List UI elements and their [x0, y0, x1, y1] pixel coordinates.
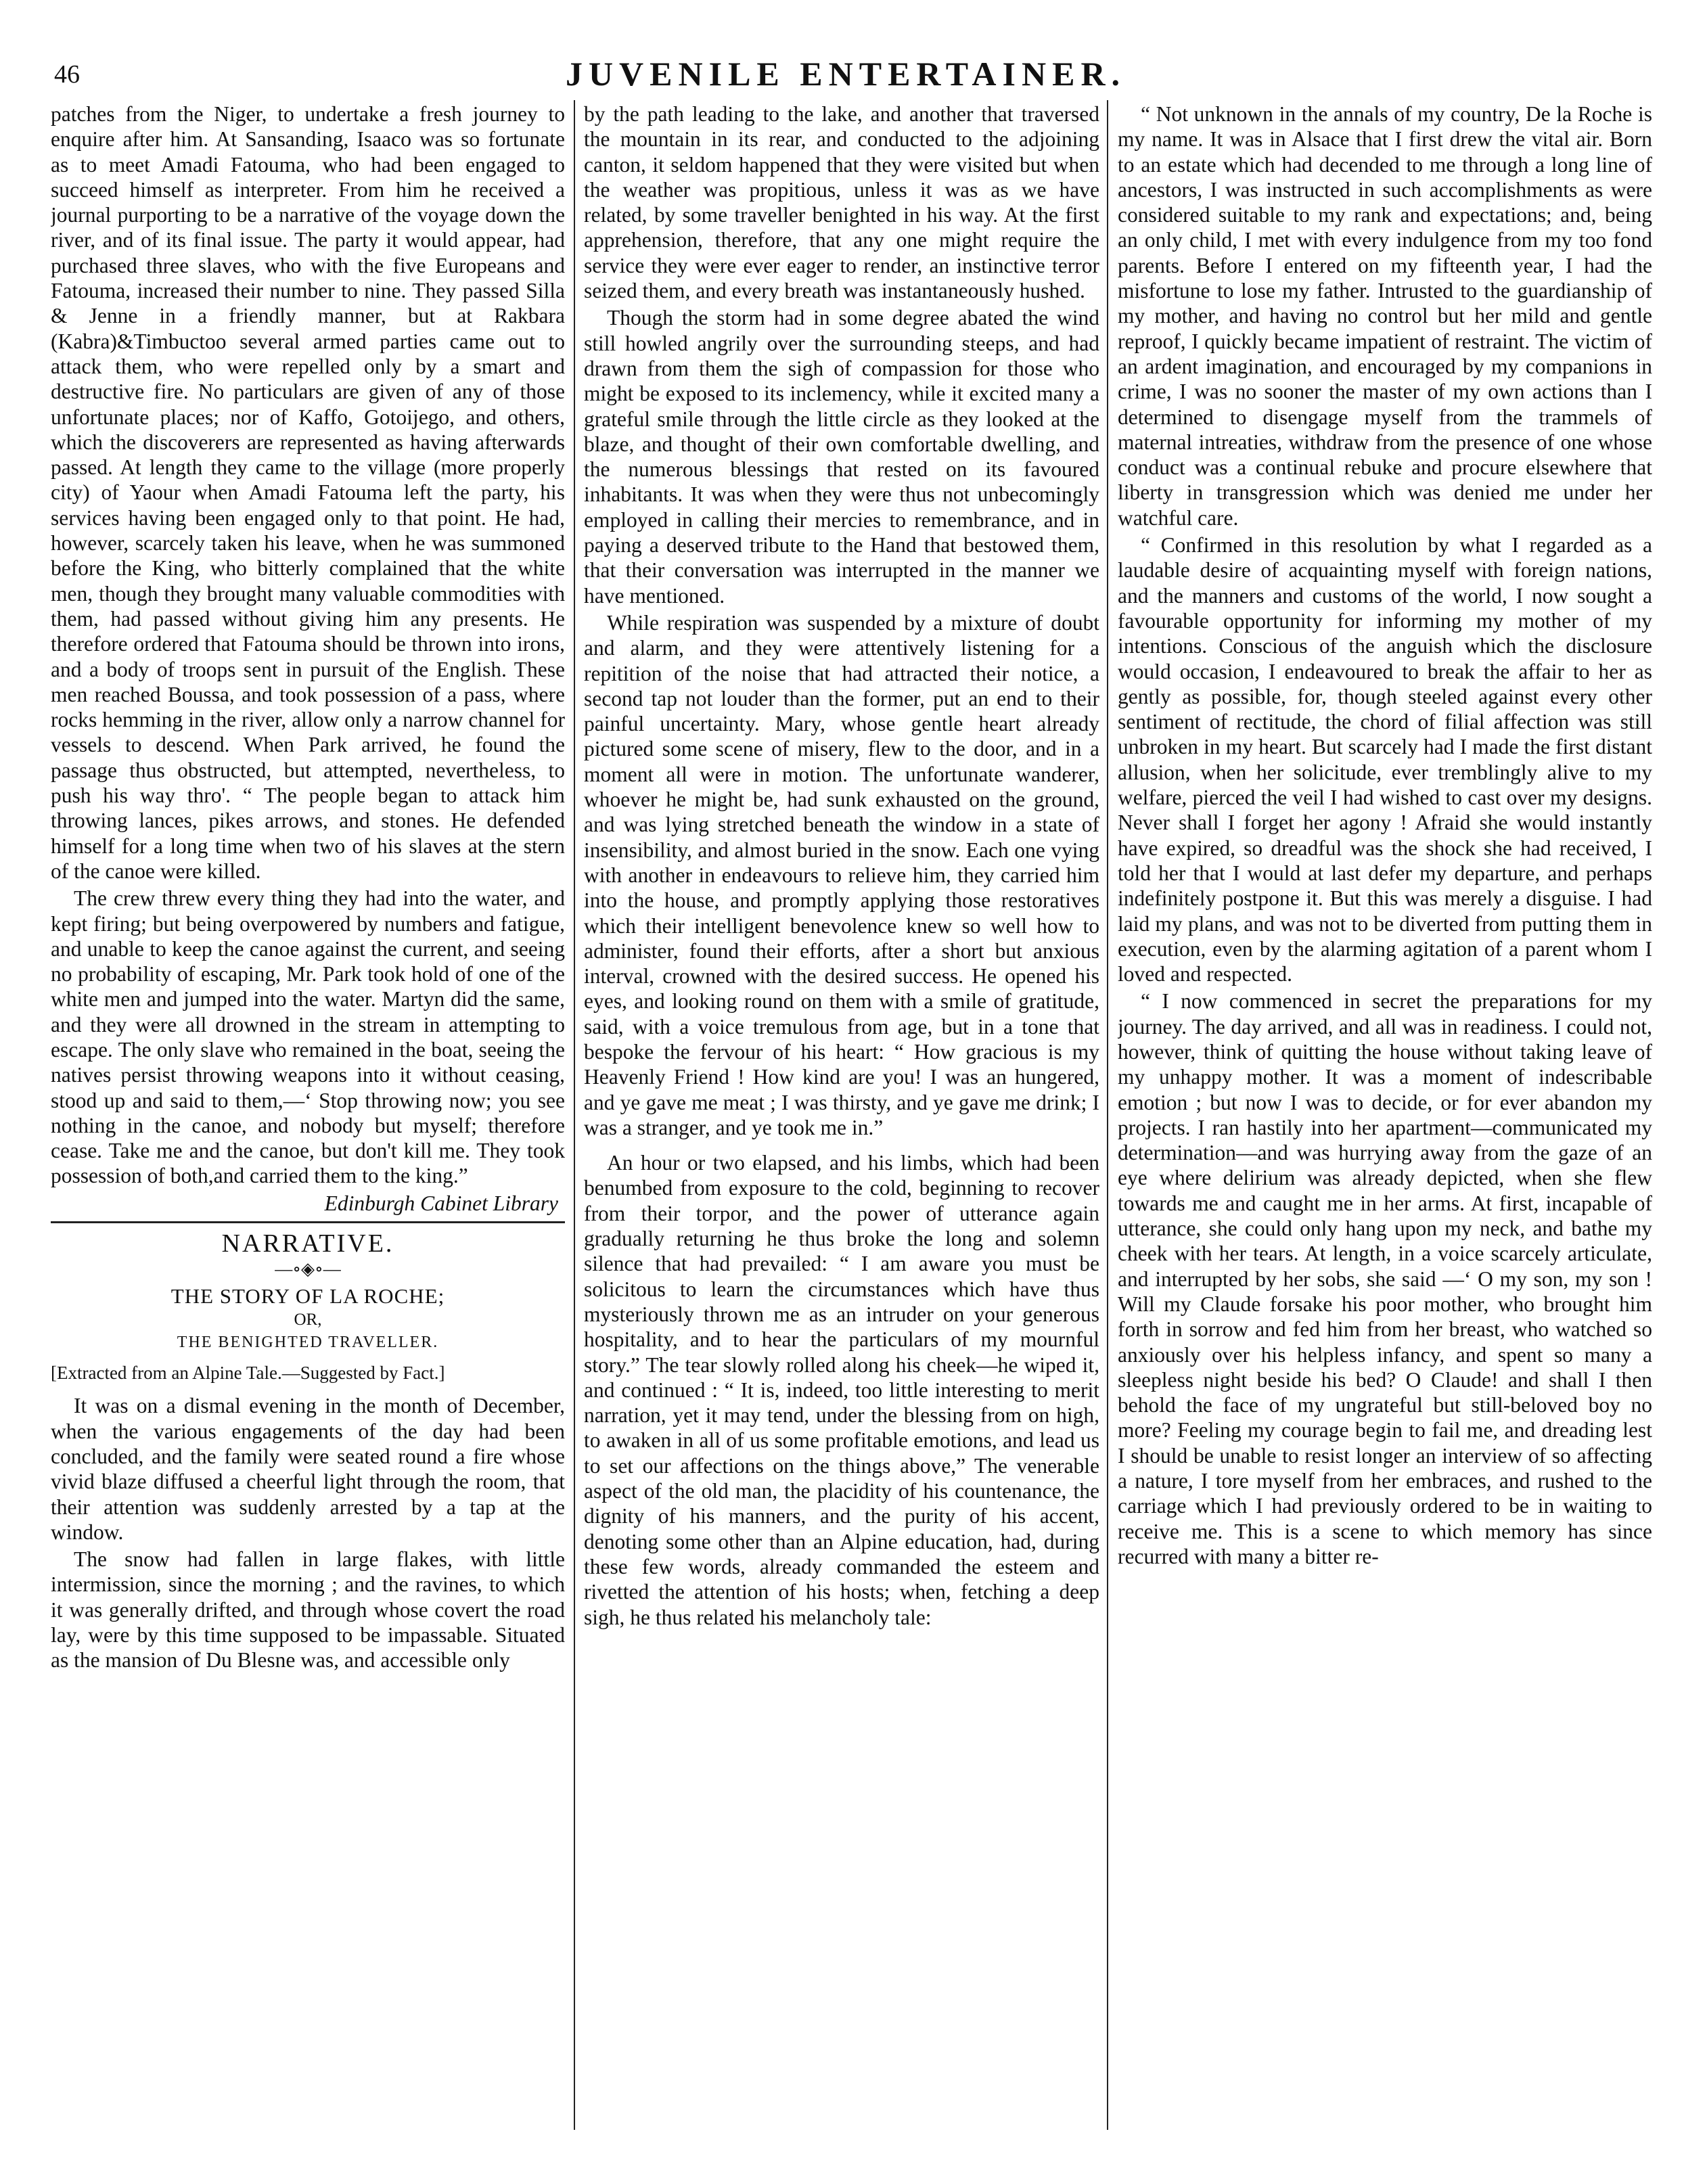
ornament: —∘◈∘— [275, 1259, 341, 1279]
column-1 [51, 101, 565, 2165]
page-header [54, 54, 1637, 95]
paragraph: “ Not unknown in the annals of my country, De la Roche is my name. It was in Alsace that I first drew the vital air. Born to an estate which had decended to me through a long line of ancestors, I was instructed in such accomplishments as were considered suitable to my rank and expectations; and, being an only child, I met with every indulgence from my too fond parents. Before I entered on my fifteenth year, I had the misfortune to lose my father. Intrusted to the guardianship of my mother, and having no control but her mild and gentle reproof, I quickly became impatient of restraint. The victim of an ardent imagination, and encouraged by my companions in crime, I was no sooner the master of my own actions than I determined to disengage myself from the trammels of maternal intreaties, withdraw from the presence of one whose conduct was a continual rebuke and procure elsewhere that liberty in transgression which was denied me under her watchful care. [1118, 102, 1652, 530]
section-heading: NARRATIVE. [221, 1229, 394, 1258]
column-rule-right [1107, 100, 1108, 2130]
page-number: 46 [54, 60, 80, 89]
source-attribution: Edinburgh Cabinet Library [324, 1191, 558, 1215]
section-divider [51, 1221, 565, 1223]
paragraph-gap [584, 1142, 1099, 1150]
paragraph: “ Confirmed in this resolution by what I regarded as a laudable desire of acquainting myself with foreign nations, and the manners and customs of the world, I now sought a favourable opportunity for informing my mother of my intentions. Conscious of the anguish which the disclosure would occasion, I endeavoured to break the affair to her as gently as possible, for, though steeled against every other sentiment of rectitude, the chord of filial affection was still unbroken in my heart. But scarcely had I made the first distant allusion, when her solicitude, ever tremblingly alive to my welfare, pierced the veil I had wished to cast over my designs. Never shall I forget her agony ! Afraid she would instantly have expired, so dreadful was the shock she had received, I told her that I would at last defer my departure, and perhaps indefinitely postpone it. But this was merely a disguise. I had laid my plans, and was not to be diverted from putting them in execution, even by the alarming agitation of a parent whom I loved and respected. [1118, 533, 1652, 986]
paragraph: patches from the Niger, to undertake a fresh journey to enquire after him. At Sansanding, Isaaco was so fortunate as to meet Amadi Fatouma, who had been engaged to succeed himself as interpreter. From him he received a journal purporting to be a narrative of the voyage down the river, and of its final issue. The party it would appear, had purchased three slaves, who with the five Europeans and Fatouma, increased their number to nine. They passed Silla & Jenne in a friendly manner, but at Rakbara (Kabra)&Timbuctoo several armed parties came out to attack them, who were repelled only by a smart and destructive fire. No particulars are given of any of those unfortunate places; nor of Kaffo, Gotoijego, and others, which the discoverers are represented as having afterwards passed. At length they came to the village (more properly city) of Yaour when Amadi Fatouma left the party, his services having been engaged only to that point. He had, however, scarcely taken his leave, when he was summoned before the King, who bitterly complained that the white men, though they brought many valuable commodities with them, had passed without giving him any presents. He therefore ordered that Fatouma should be thrown into irons, and a body of troops sent in pursuit of the English. These men reached Boussa, and took possession of a pass, where rocks hemming in the river, allow only a narrow channel for vessels to descend. When Park arrived, he found the passage thus obstructed, but attempted, nevertheless, to push his way thro'. “ The people began to attack him throwing lances, pikes arrows, and stones. He defended himself for a long time when two of his slaves at the stern of the canoe were killed. [51, 102, 565, 883]
story-or: OR, [294, 1311, 322, 1329]
story-subtitle: THE BENIGHTED TRAVELLER. [177, 1334, 439, 1352]
paragraph: While respiration was suspended by a mixture of doubt and alarm, and they were attentively listening for a repitition of the noise that had attracted their notice, a second tap not louder than the former, put an end to their painful uncertainty. Mary, whose gentle heart already pictured some scene of misery, flew to the door, and in a moment all were in motion. The unfortunate wanderer, whoever he might be, had sunk exhausted on the ground, and was lying stretched beneath the window in a state of insensibility, and almost buried in the snow. Each one vying with another in endeavours to relieve him, they carried him into the house, and promptly applying those restoratives which their intelligent benevolence knew so well how to administer, found their efforts, after a short but anxious interval, crowned with the desired success. He opened his eyes, and looking round on them with a smile of gratitude, said, with a voice tremulous from age, but in a tone that bespoke the fervour of his heart: “ How gracious is my Heavenly Friend ! How kind are you! I was an hungered, and ye gave me meat ; I was thirsty, and ye gave me drink; I was a stranger, and ye took me in.” [584, 610, 1099, 1139]
paragraph: “ I now commenced in secret the preparations for my journey. The day arrived, and all was in readiness. I could not, however, think of quitting the house without taking leave of my unhappy mother. It was a moment of indescribable emotion ; but now I was to decide, or for ever abandon my projects. I ran hastily into her apartment—communicated my determination—and was hurrying away from the gaze of an eye where delirium was already depicted, when she flew towards me and caught me in her arms. At first, incapable of utterance, she could only hang upon my neck, and bathe my cheek with her tears. At length, in a voice scarcely articulate, and interrupted by her sobs, she said —‘ O my son, my son ! Will my Claude forsake his poor mother, who brought him forth in sorrow and fed him from her breast, who watched so anxiously over his helpless infancy, and spent so many a sleepless night beside his bed? O Claude! and shall I then behold the face of my ungrateful but still-beloved boy no more? Feeling my courage begin to fail me, and dreading lest I should be unable to resist longer an interview of so affecting a nature, I tore myself from her embraces, and rushed to the carriage which I had previously ordered to be in waiting to receive me. This is a scene to which memory has since recurred with many a bitter re- [1118, 989, 1652, 1568]
column-3 [1118, 101, 1652, 2165]
column-2 [584, 101, 1099, 2165]
paragraph: Though the storm had in some degree abated the wind still howled angrily over the surrounding steeps, and had drawn from them the sigh of compassion for those who might be exposed to its inclemency, while it excited many a grateful smile through the little circle as they looked at the blaze, and thought of their own comfortable dwelling, and the numerous blessings that rested on its favoured inhabitants. It was when they were thus not unbecomingly employed in calling their mercies to remembrance, and in paying a deserved tribute to the Hand that bestowed them, that their conversation was interrupted in the manner we have mentioned. [584, 306, 1099, 608]
paragraph: An hour or two elapsed, and his limbs, which had been benumbed from exposure to the cold, beginning to recover from their torpor, and the power of utterance again gradually returning he thus broke the long and solemn silence that had prevailed: “ I am aware you must be solicitous to learn the circumstances which have thus mysteriously thrown me as an intruder on your generous hospitality, and to hear the particulars of my mournful story.” The tear slowly rolled along his cheek—he wiped it, and continued : “ It is, indeed, too little interesting to merit narration, yet it may tend, under the blessing from on high, to awaken in all of us some profitable emotions, and lead us to set our affections on the things above,” The venerable aspect of the old man, the placidity of his countenance, the dignity of his manners, and the purity of his accent, denoting some other than an Alpine education, had, during these few words, already commanded the esteem and rivetted the attention of his hosts; when, fetching a deep sigh, he thus related his melancholy tale: [584, 1151, 1099, 1629]
story-title: THE STORY OF LA ROCHE; [170, 1284, 445, 1309]
paragraph: The snow had fallen in large flakes, with little intermission, since the morning ; and the ravines, to which it was generally drifted, and through whose covert the road lay, were by this time supposed to be impassable. Situated as the mansion of Du Blesne was, and accessible only [51, 1547, 565, 1673]
running-title: JUVENILE ENTERTAINER. [565, 55, 1127, 93]
paragraph: It was on a dismal evening in the month of December, when the various engagements of the day had been concluded, and the family were seated round a fire whose vivid blaze diffused a cheerful light through the room, that their attention was suddenly arrested by a tap at the window. [51, 1394, 565, 1544]
paragraph: by the path leading to the lake, and another that traversed the mountain in its rear, and conducted to the adjoining canton, it seldom happened that they were visited but when the weather was propitious, unless it was as we have related, by some traveller benighted in his way. At the first apprehension, therefore, that any one might require the service they were ever eager to render, an instinctive terror seized them, and every breath was instantaneously hushed. [584, 102, 1099, 303]
column-rule-left [574, 100, 575, 2130]
paragraph: The crew threw every thing they had into the water, and kept firing; but being overpowered by numbers and fatigue, and unable to keep the canoe against the current, and seeing no probability of escaping, Mr. Park took hold of one of the white men and jumped into the water. Martyn did the same, and they were all drowned in the stream in attempting to escape. The only slave who remained in the boat, seeing the natives persist throwing weapons into it without ceasing, stood up and said to them,—‘ Stop throwing now; you see nothing in the canoe, and nobody but myself; therefore cease. Take me and the canoe, but don't kill me. They took possession of both,and carried them to the king.” [51, 886, 565, 1188]
editorial-note: [Extracted from an Alpine Tale.—Suggested by Fact.] [51, 1363, 445, 1384]
